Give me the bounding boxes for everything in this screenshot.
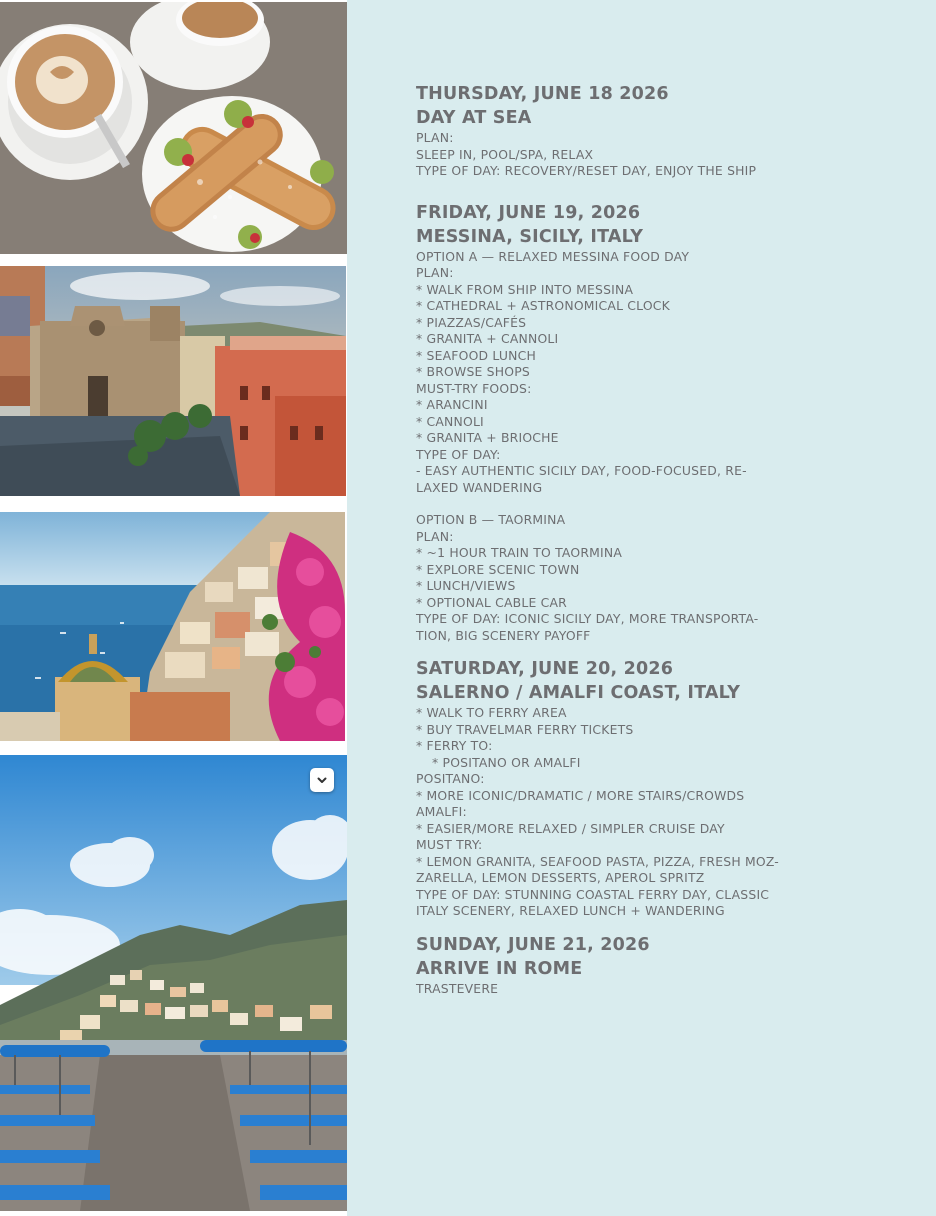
itinerary-line: TYPE OF DAY: RECOVERY/RESET DAY, ENJOY THE SHIP [416, 163, 757, 178]
itinerary-line: AMALFI: [416, 804, 467, 819]
itinerary-line: * CATHEDRAL + ASTRONOMICAL CLOCK [416, 298, 670, 313]
itinerary-line: ZARELLA, LEMON DESSERTS, APEROL SPRITZ [416, 870, 705, 885]
itinerary-line: MUST TRY: [416, 837, 483, 852]
itinerary-line: TION, BIG SCENERY PAYOFF [416, 627, 591, 643]
itinerary-line: POSITANO: [416, 771, 485, 786]
positano-beach-photo [0, 755, 347, 1211]
itinerary-line: * PIAZZAS/CAFÉS [416, 314, 527, 330]
itinerary-line: * LEMON GRANITA, SEAFOOD PASTA, PIZZA, FRESH MOZ- [416, 853, 779, 869]
itinerary-line: OPTION B — TAORMINA [416, 512, 566, 527]
day-sunday [416, 933, 836, 998]
itinerary-line: * OPTIONAL CABLE CAR [416, 594, 567, 610]
itinerary-line: OPTION A — RELAXED MESSINA FOOD DAY [416, 248, 690, 264]
day-date: FRIDAY, JUNE 19, 2026 [416, 202, 641, 223]
itinerary-line: MUST-TRY FOODS: [416, 380, 532, 396]
collapse-button[interactable] [310, 768, 334, 792]
itinerary-line: PLAN: [416, 528, 454, 544]
itinerary-line: TYPE OF DAY: [416, 446, 501, 462]
itinerary-line: SLEEP IN, POOL/SPA, RELAX [416, 146, 594, 162]
day-place: DAY AT SEA [416, 108, 532, 128]
day-place: SALERNO / AMALFI COAST, ITALY [416, 683, 741, 703]
itinerary-line: TYPE OF DAY: STUNNING COASTAL FERRY DAY, CLASSIC [416, 886, 770, 902]
day-place: ARRIVE IN ROME [416, 958, 583, 979]
itinerary-line: TRASTEVERE [416, 980, 499, 996]
itinerary-line: * BROWSE SHOPS [416, 364, 530, 379]
itinerary-line: * WALK TO FERRY AREA [416, 705, 567, 720]
itinerary-line: * POSITANO OR AMALFI [432, 754, 581, 770]
day-date: SUNDAY, JUNE 21, 2026 [416, 934, 650, 955]
itinerary-line: * SEAFOOD LUNCH [416, 347, 537, 363]
itinerary-line: * BUY TRAVELMAR FERRY TICKETS [416, 721, 634, 737]
itinerary-line: * CANNOLI [416, 413, 484, 429]
taormina-piazza-photo [0, 266, 346, 496]
itinerary-line: - EASY AUTHENTIC SICILY DAY, FOOD-FOCUSED, RE- [416, 463, 747, 478]
day-place: MESSINA, SICILY, ITALY [416, 226, 644, 247]
itinerary-line: * MORE ICONIC/DRAMATIC / MORE STAIRS/CROWDS [416, 787, 745, 803]
itinerary-line: LAXED WANDERING [416, 479, 543, 495]
day-friday [416, 201, 836, 645]
itinerary-line: * EASIER/MORE RELAXED / SIMPLER CRUISE DAY [416, 820, 725, 836]
itinerary-line: * WALK FROM SHIP INTO MESSINA [416, 281, 634, 297]
chevron-down-icon [316, 774, 328, 786]
itinerary-line: * EXPLORE SCENIC TOWN [416, 561, 580, 577]
itinerary-text [416, 82, 836, 997]
itinerary-line: TYPE OF DAY: ICONIC SICILY DAY, MORE TRANSPORTA- [416, 611, 759, 626]
day-saturday [416, 657, 836, 920]
itinerary-line: * FERRY TO: [416, 738, 493, 753]
itinerary-line: PLAN: [416, 130, 454, 145]
cappuccino-cannoli-photo [0, 2, 347, 254]
itinerary-line: * LUNCH/VIEWS [416, 578, 516, 593]
positano-coast-photo [0, 512, 345, 741]
day-thursday [416, 82, 836, 180]
itinerary-line: ITALY SCENERY, RELAXED LUNCH + WANDERING [416, 903, 725, 918]
itinerary-line: * ~1 HOUR TRAIN TO TAORMINA [416, 545, 623, 560]
day-date: THURSDAY, JUNE 18 2026 [416, 84, 669, 104]
itinerary-line: * GRANITA + BRIOCHE [416, 430, 559, 445]
itinerary-line: * ARANCINI [416, 397, 488, 412]
day-date: SATURDAY, JUNE 20, 2026 [416, 659, 674, 679]
itinerary-line: * GRANITA + CANNOLI [416, 331, 559, 346]
itinerary-line: PLAN: [416, 265, 454, 280]
